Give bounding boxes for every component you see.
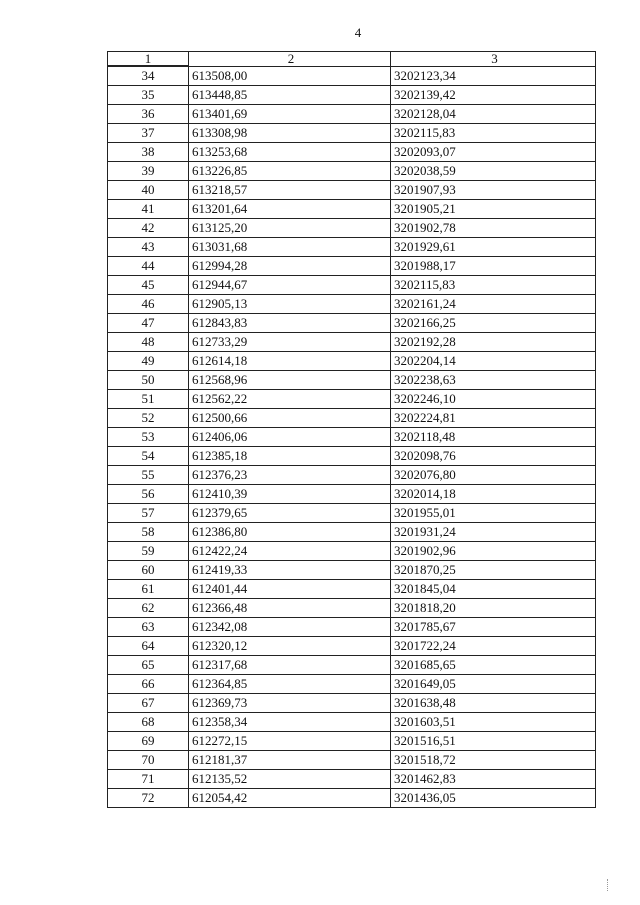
table-row	[108, 656, 596, 675]
x-coordinate-cell: 612419,33	[189, 561, 391, 580]
y-coordinate-cell: 3201516,51	[391, 732, 596, 751]
y-coordinate-cell: 3201518,72	[391, 751, 596, 770]
y-coordinate-cell: 3202224,81	[391, 409, 596, 428]
y-coordinate-cell: 3202166,25	[391, 314, 596, 333]
y-coordinate-cell: 3202076,80	[391, 466, 596, 485]
point-number-cell: 38	[108, 143, 189, 162]
x-coordinate-cell: 612369,73	[189, 694, 391, 713]
point-number-cell: 62	[108, 599, 189, 618]
y-coordinate-cell: 3201905,21	[391, 200, 596, 219]
point-number-cell: 72	[108, 789, 189, 808]
table-row	[108, 314, 596, 333]
point-number-cell: 70	[108, 751, 189, 770]
table-row	[108, 276, 596, 295]
y-coordinate-cell: 3201902,96	[391, 542, 596, 561]
point-number-cell: 43	[108, 238, 189, 257]
y-coordinate-cell: 3202098,76	[391, 447, 596, 466]
point-number-cell: 60	[108, 561, 189, 580]
table-row	[108, 542, 596, 561]
y-coordinate-cell: 3201907,93	[391, 181, 596, 200]
point-number-cell: 51	[108, 390, 189, 409]
x-coordinate-cell: 612385,18	[189, 447, 391, 466]
x-coordinate-cell: 612568,96	[189, 371, 391, 390]
table-row	[108, 675, 596, 694]
point-number-cell: 53	[108, 428, 189, 447]
x-coordinate-cell: 613125,20	[189, 219, 391, 238]
table-row	[108, 333, 596, 352]
table-row	[108, 428, 596, 447]
table-row	[108, 789, 596, 808]
y-coordinate-cell: 3201929,61	[391, 238, 596, 257]
point-number-cell: 36	[108, 105, 189, 124]
table-header-row	[108, 52, 596, 67]
table-row	[108, 238, 596, 257]
table-row	[108, 409, 596, 428]
y-coordinate-cell: 3201436,05	[391, 789, 596, 808]
table-row	[108, 618, 596, 637]
table-row	[108, 390, 596, 409]
table-row	[108, 86, 596, 105]
point-number-cell: 46	[108, 295, 189, 314]
point-number-cell: 39	[108, 162, 189, 181]
x-coordinate-cell: 612358,34	[189, 713, 391, 732]
point-number-cell: 37	[108, 124, 189, 143]
x-coordinate-cell: 613031,68	[189, 238, 391, 257]
x-coordinate-cell: 612905,13	[189, 295, 391, 314]
y-coordinate-cell: 3201462,83	[391, 770, 596, 789]
x-coordinate-cell: 612406,06	[189, 428, 391, 447]
table-row	[108, 580, 596, 599]
scan-mark	[607, 879, 610, 891]
y-coordinate-cell: 3201649,05	[391, 675, 596, 694]
table-row	[108, 485, 596, 504]
y-coordinate-cell: 3201845,04	[391, 580, 596, 599]
table-row	[108, 599, 596, 618]
point-number-cell: 40	[108, 181, 189, 200]
table-row	[108, 219, 596, 238]
y-coordinate-cell: 3202238,63	[391, 371, 596, 390]
x-coordinate-cell: 612500,66	[189, 409, 391, 428]
x-coordinate-cell: 612410,39	[189, 485, 391, 504]
y-coordinate-cell: 3202118,48	[391, 428, 596, 447]
coordinates-table	[107, 51, 596, 808]
x-coordinate-cell: 613253,68	[189, 143, 391, 162]
point-number-cell: 58	[108, 523, 189, 542]
y-coordinate-cell: 3202128,04	[391, 105, 596, 124]
table-row	[108, 105, 596, 124]
y-coordinate-cell: 3201638,48	[391, 694, 596, 713]
x-coordinate-cell: 613218,57	[189, 181, 391, 200]
point-number-cell: 69	[108, 732, 189, 751]
table-row	[108, 713, 596, 732]
x-coordinate-cell: 612272,15	[189, 732, 391, 751]
y-coordinate-cell: 3201685,65	[391, 656, 596, 675]
point-number-cell: 42	[108, 219, 189, 238]
y-coordinate-cell: 3201785,67	[391, 618, 596, 637]
table-row	[108, 561, 596, 580]
table-row	[108, 352, 596, 371]
column-header-2: 2	[189, 52, 391, 67]
point-number-cell: 63	[108, 618, 189, 637]
y-coordinate-cell: 3202014,18	[391, 485, 596, 504]
y-coordinate-cell: 3202038,59	[391, 162, 596, 181]
x-coordinate-cell: 613401,69	[189, 105, 391, 124]
point-number-cell: 50	[108, 371, 189, 390]
table-body	[108, 66, 596, 808]
x-coordinate-cell: 612317,68	[189, 656, 391, 675]
x-coordinate-cell: 612054,42	[189, 789, 391, 808]
x-coordinate-cell: 613448,85	[189, 86, 391, 105]
y-coordinate-cell: 3201603,51	[391, 713, 596, 732]
point-number-cell: 34	[108, 66, 189, 86]
y-coordinate-cell: 3201902,78	[391, 219, 596, 238]
x-coordinate-cell: 612342,08	[189, 618, 391, 637]
table-row	[108, 694, 596, 713]
table-row	[108, 124, 596, 143]
x-coordinate-cell: 612376,23	[189, 466, 391, 485]
point-number-cell: 41	[108, 200, 189, 219]
y-coordinate-cell: 3202139,42	[391, 86, 596, 105]
point-number-cell: 47	[108, 314, 189, 333]
table-row	[108, 732, 596, 751]
y-coordinate-cell: 3201955,01	[391, 504, 596, 523]
table-row	[108, 257, 596, 276]
y-coordinate-cell: 3201722,24	[391, 637, 596, 656]
point-number-cell: 71	[108, 770, 189, 789]
point-number-cell: 54	[108, 447, 189, 466]
point-number-cell: 59	[108, 542, 189, 561]
x-coordinate-cell: 612944,67	[189, 276, 391, 295]
table-row	[108, 295, 596, 314]
column-header-3: 3	[391, 52, 596, 67]
point-number-cell: 49	[108, 352, 189, 371]
point-number-cell: 56	[108, 485, 189, 504]
point-number-cell: 66	[108, 675, 189, 694]
point-number-cell: 48	[108, 333, 189, 352]
x-coordinate-cell: 612562,22	[189, 390, 391, 409]
x-coordinate-cell: 612422,24	[189, 542, 391, 561]
table-row	[108, 371, 596, 390]
y-coordinate-cell: 3202161,24	[391, 295, 596, 314]
point-number-cell: 52	[108, 409, 189, 428]
x-coordinate-cell: 613226,85	[189, 162, 391, 181]
y-coordinate-cell: 3202093,07	[391, 143, 596, 162]
x-coordinate-cell: 612614,18	[189, 352, 391, 371]
y-coordinate-cell: 3202115,83	[391, 124, 596, 143]
x-coordinate-cell: 612364,85	[189, 675, 391, 694]
point-number-cell: 61	[108, 580, 189, 599]
x-coordinate-cell: 612135,52	[189, 770, 391, 789]
x-coordinate-cell: 612320,12	[189, 637, 391, 656]
table-row	[108, 447, 596, 466]
point-number-cell: 55	[108, 466, 189, 485]
point-number-cell: 64	[108, 637, 189, 656]
y-coordinate-cell: 3201870,25	[391, 561, 596, 580]
x-coordinate-cell: 612401,44	[189, 580, 391, 599]
x-coordinate-cell: 613508,00	[189, 66, 391, 86]
x-coordinate-cell: 612379,65	[189, 504, 391, 523]
point-number-cell: 68	[108, 713, 189, 732]
point-number-cell: 45	[108, 276, 189, 295]
table-row	[108, 200, 596, 219]
page-number: 4	[354, 25, 362, 40]
y-coordinate-cell: 3201818,20	[391, 599, 596, 618]
point-number-cell: 44	[108, 257, 189, 276]
table-row	[108, 523, 596, 542]
column-header-1: 1	[108, 52, 189, 67]
table-row	[108, 770, 596, 789]
table-row	[108, 181, 596, 200]
table-row	[108, 637, 596, 656]
point-number-cell: 67	[108, 694, 189, 713]
y-coordinate-cell: 3201931,24	[391, 523, 596, 542]
x-coordinate-cell: 613308,98	[189, 124, 391, 143]
y-coordinate-cell: 3201988,17	[391, 257, 596, 276]
x-coordinate-cell: 612733,29	[189, 333, 391, 352]
table-row	[108, 66, 596, 86]
x-coordinate-cell: 612386,80	[189, 523, 391, 542]
y-coordinate-cell: 3202123,34	[391, 66, 596, 86]
table-row	[108, 504, 596, 523]
y-coordinate-cell: 3202192,28	[391, 333, 596, 352]
point-number-cell: 65	[108, 656, 189, 675]
y-coordinate-cell: 3202246,10	[391, 390, 596, 409]
table-row	[108, 143, 596, 162]
x-coordinate-cell: 612994,28	[189, 257, 391, 276]
table-row	[108, 466, 596, 485]
point-number-cell: 57	[108, 504, 189, 523]
x-coordinate-cell: 612366,48	[189, 599, 391, 618]
point-number-cell: 35	[108, 86, 189, 105]
x-coordinate-cell: 612181,37	[189, 751, 391, 770]
y-coordinate-cell: 3202204,14	[391, 352, 596, 371]
x-coordinate-cell: 613201,64	[189, 200, 391, 219]
y-coordinate-cell: 3202115,83	[391, 276, 596, 295]
table-row	[108, 751, 596, 770]
table-row	[108, 162, 596, 181]
x-coordinate-cell: 612843,83	[189, 314, 391, 333]
